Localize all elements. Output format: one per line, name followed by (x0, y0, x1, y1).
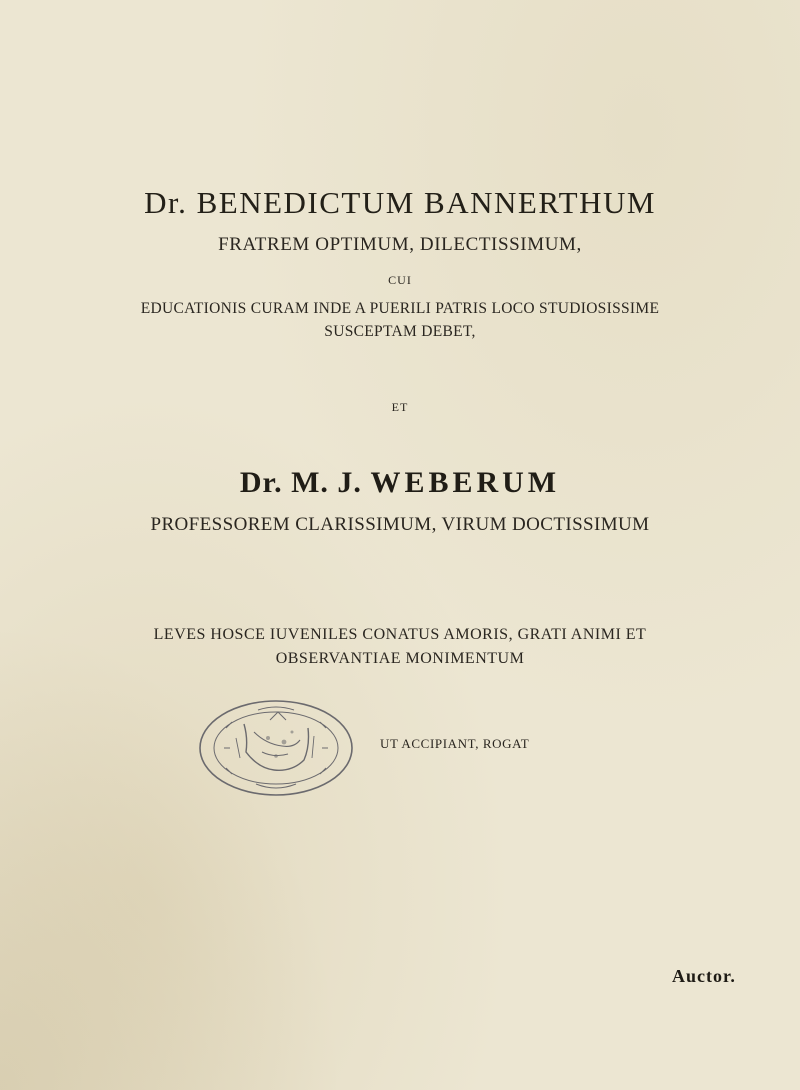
dedicatee-two-name: WEBERUM (370, 466, 561, 499)
dedicatee-two (0, 466, 800, 500)
dedicatee-two-initials: M. J. (291, 466, 362, 499)
author-signature: Auctor. (672, 966, 736, 986)
dedication-statement: LEVES HOSCE IUVENILES CONATUS AMORIS, GRATI ANIMI ET (153, 626, 647, 643)
dedicatee-one-title: Dr. (144, 185, 188, 220)
education-clause: EDUCATIONIS CURAM INDE A PUERILI PATRIS LOCO STUDIOSISSIME (140, 300, 660, 317)
conjunction: ET (391, 400, 409, 414)
dedicatee-one-epithet: FRATREM OPTIMUM, DILECTISSIMUM, (218, 234, 582, 255)
dedicatee-one (0, 185, 800, 221)
dedication-statement-end: OBSERVANTIAE MONIMENTUM (275, 650, 525, 667)
dedicatee-two-epithet: PROFESSOREM CLARISSIMUM, VIRUM DOCTISSIMUM (150, 514, 650, 535)
dedicatee-two-title: Dr. (239, 466, 283, 499)
closing-request: UT ACCIPIANT, ROGAT (380, 736, 530, 751)
library-stamp-icon (196, 698, 356, 798)
relative-pronoun: CUI (388, 273, 412, 287)
education-clause-end: SUSCEPTAM DEBET, (324, 323, 476, 340)
dedicatee-one-name: BENEDICTUM BANNERTHUM (196, 185, 656, 220)
